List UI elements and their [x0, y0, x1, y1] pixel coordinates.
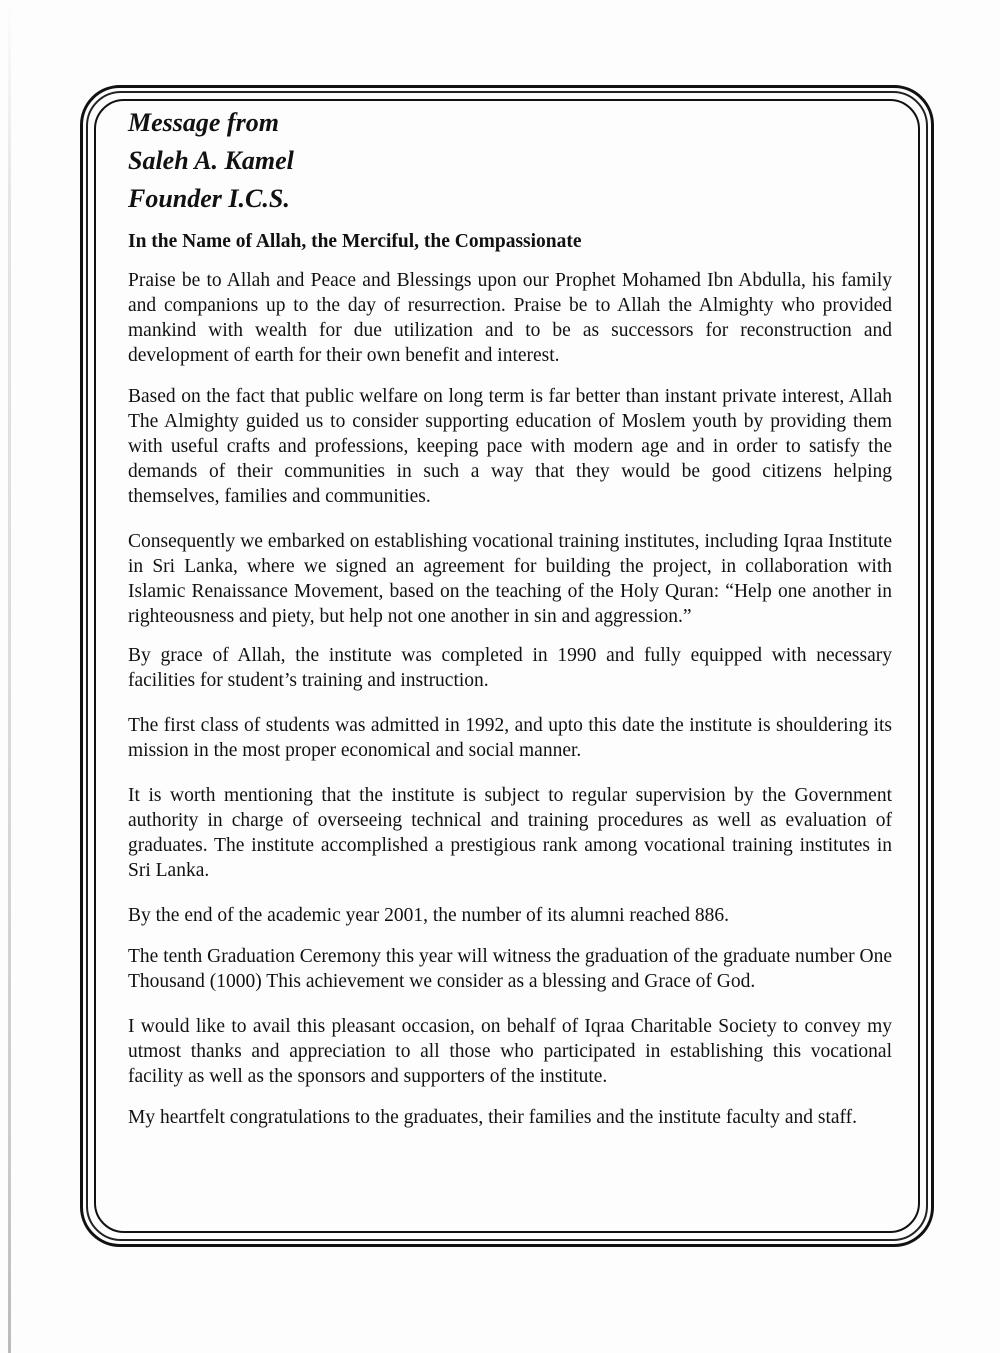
invocation: In the Name of Allah, the Merciful, the Compassionate [128, 231, 582, 252]
paragraph-completion: By grace of Allah, the institute was completed in 1990 and fully equipped with necessary facilities for student’s training and instruction. [128, 645, 892, 691]
paragraph-praise: Praise be to Allah and Peace and Blessings upon our Prophet Mohamed Ibn Abdulla, his family and companions up to the day of resurrection. Praise be to Allah the Almighty who provided mankind with wealth for due utilization and to be as successors for reconstruction and development of earth for their own benefit and interest. [128, 270, 892, 366]
paragraph-alumni: By the end of the academic year 2001, the number of its alumni reached 886. [128, 905, 730, 926]
paragraph-supervision: It is worth mentioning that the institute is subject to regular supervision by the Government authority in charge of overseeing technical and training procedures as well as evaluation of graduates. The institute accomplished a prestigious rank among vocational training institutes in Sri Lanka. [128, 785, 892, 881]
scan-edge-shadow [8, 0, 11, 1353]
heading-author-name: Saleh A. Kamel [128, 146, 294, 175]
paragraph-congratulations: My heartfelt congratulations to the graduates, their families and the institute faculty and staff. [128, 1107, 858, 1128]
heading-message-from: Message from [128, 108, 279, 137]
paragraph-public-welfare: Based on the fact that public welfare on long term is far better than instant private interest, Allah The Almighty guided us to consider supporting education of Moslem youth by providing them with useful crafts and professions, keeping pace with modern age and in order to satisfy the demands of their communities in such a way that they would be good citizens helping themselves, families and communities. [128, 386, 892, 507]
paragraph-graduation: The tenth Graduation Ceremony this year will witness the graduation of the graduate number One Thousand (1000) This achievement we consider as a blessing and Grace of God. [128, 946, 892, 992]
paragraph-institutes: Consequently we embarked on establishing vocational training institutes, including Iqraa Institute in Sri Lanka, where we signed an agreement for building the project, in collaboration with Islamic Renaissance Movement, based on the teaching of the Holy Quran: “Help one another in righteousness and piety, but help not one another in sin and aggression.” [128, 531, 892, 627]
paragraph-thanks: I would like to avail this pleasant occasion, on behalf of Iqraa Charitable Society to convey my utmost thanks and appreciation to all those who participated in establishing this vocational facility as well as the sponsors and supporters of the institute. [128, 1016, 892, 1087]
message-content [128, 104, 892, 1130]
paragraph-first-class: The first class of students was admitted in 1992, and upto this date the institute is shouldering its mission in the most proper economical and social manner. [128, 715, 892, 761]
heading-author-title: Founder I.C.S. [128, 184, 290, 213]
